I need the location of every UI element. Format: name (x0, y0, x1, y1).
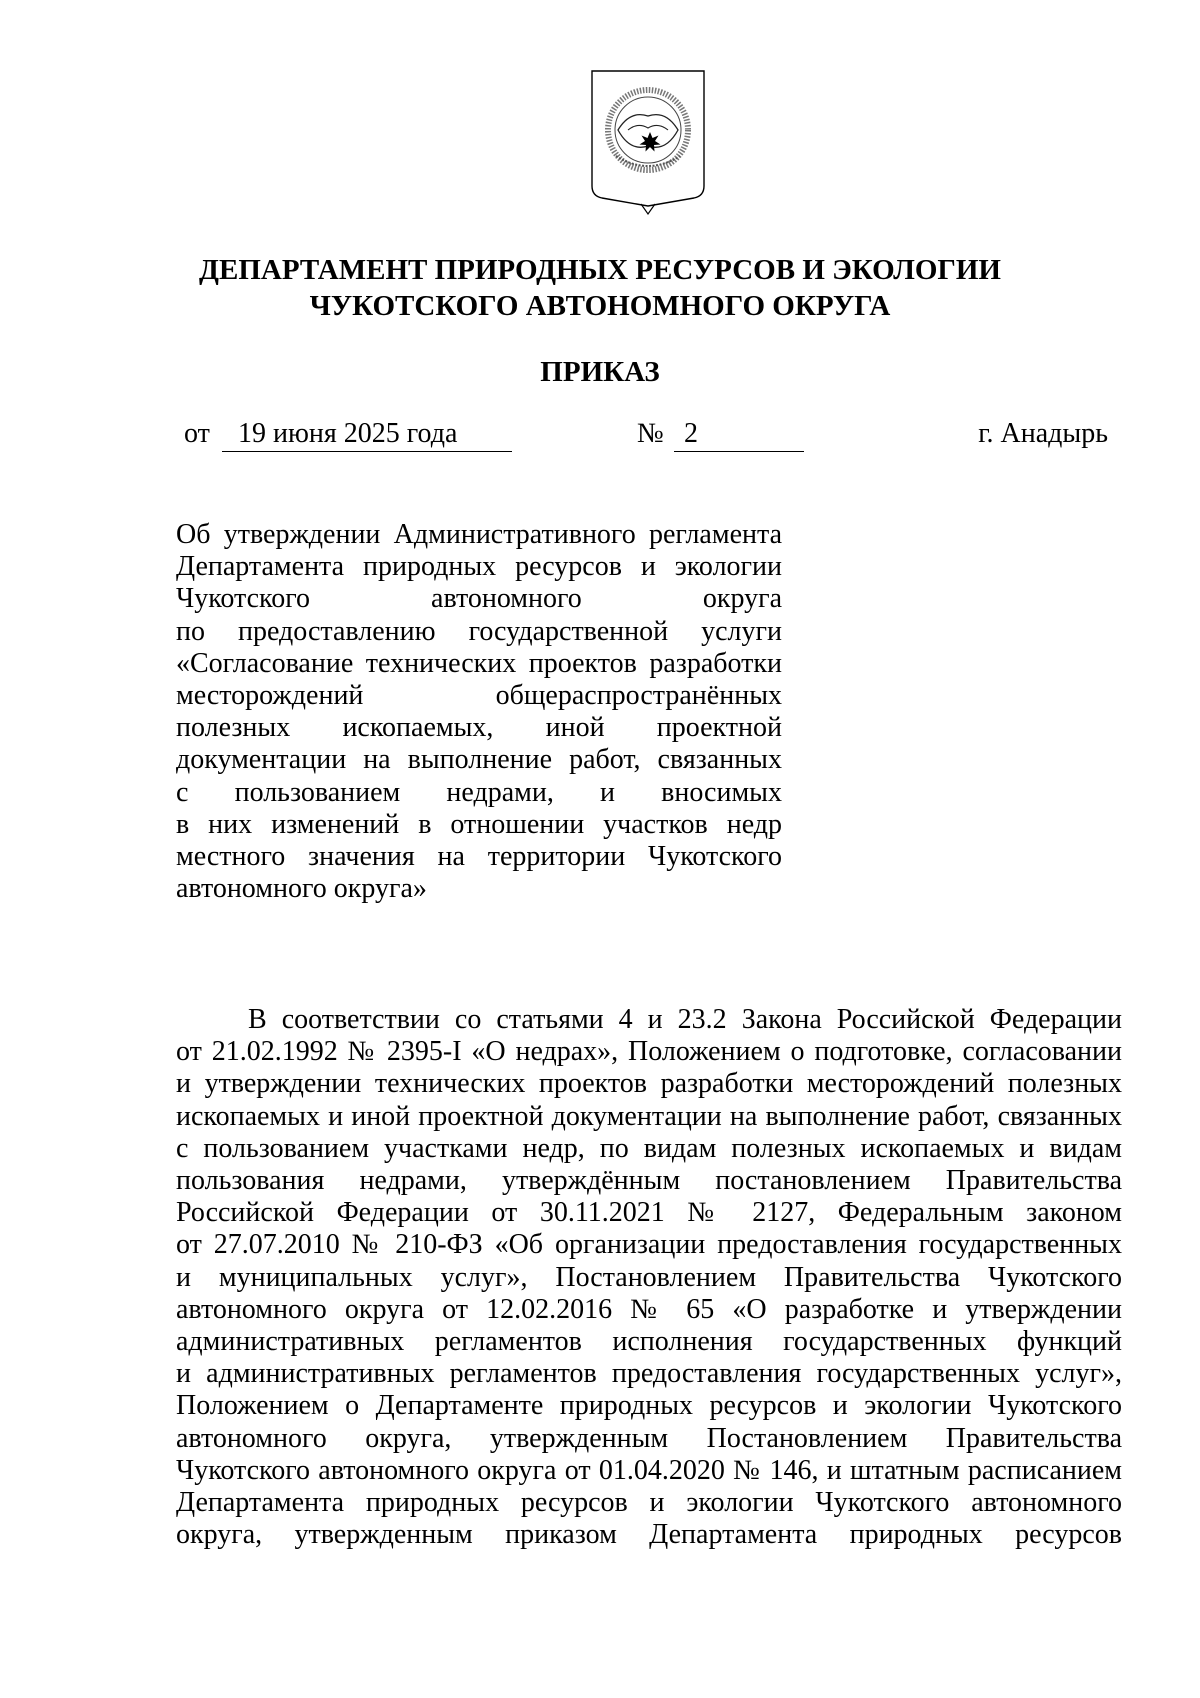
body-line: административных регламентов исполнения государственных функций (176, 1326, 1122, 1358)
subject-line: «Согласование технических проектов разработки (176, 647, 782, 679)
subject-line: автономного округа» (176, 873, 427, 905)
subject-line: Департамента природных ресурсов и экологии (176, 551, 782, 583)
body-line: и муниципальных услуг», Постановлением Правительства Чукотского (176, 1261, 1122, 1293)
number-prefix: № (637, 418, 664, 449)
organization-name (0, 252, 1200, 324)
organization-name-line1: ДЕПАРТАМЕНТ ПРИРОДНЫХ РЕСУРСОВ И ЭКОЛОГИИ (199, 254, 1001, 286)
organization-name-line2: ЧУКОТСКОГО АВТОНОМНОГО ОКРУГА (309, 290, 891, 322)
subject-line: полезных ископаемых, иной проектной (176, 712, 782, 744)
body-line: автономного округа, утвержденным Постановлением Правительства (176, 1422, 1122, 1454)
body-line: Российской Федерации от 30.11.2021 № 2127, Федеральным законом (176, 1197, 1122, 1229)
date-underline (222, 451, 512, 452)
body-line: ископаемых и иной проектной документации на выполнение работ, связанных (176, 1100, 1122, 1132)
document-type: ПРИКАЗ (540, 356, 660, 388)
order-number: 2 (684, 418, 698, 449)
subject-line: документации на выполнение работ, связанных (176, 744, 782, 776)
body-line: от 27.07.2010 № 210-ФЗ «Об организации предоставления государственных (176, 1229, 1122, 1261)
order-subject (176, 519, 782, 905)
subject-line: с пользованием недрами, и вносимых (176, 776, 782, 808)
body-line: с пользованием участками недр, по видам полезных ископаемых и видам (176, 1132, 1122, 1164)
body-line: Департамента природных ресурсов и экологии Чукотского автономного (176, 1487, 1122, 1519)
subject-line: местного значения на территории Чукотского (176, 841, 782, 873)
date-prefix: от (184, 418, 210, 449)
body-line: Положением о Департаменте природных ресурсов и экологии Чукотского (176, 1390, 1122, 1422)
coat-of-arms-icon (588, 68, 708, 218)
subject-line: по предоставлению государственной услуги (176, 615, 782, 647)
body-line: и утверждении технических проектов разработки месторождений полезных (176, 1068, 1122, 1100)
order-body (176, 1004, 1122, 1551)
body-line: от 21.02.1992 № 2395-I «О недрах», Положением о подготовке, согласовании (176, 1036, 1122, 1068)
subject-line: Чукотского автономного округа (176, 583, 782, 615)
subject-line: месторождений общераспространённых (176, 680, 782, 712)
number-underline (674, 451, 804, 452)
subject-line: в них изменений в отношении участков недр (176, 808, 782, 840)
body-line: округа, утвержденным приказом Департамента природных ресурсов (176, 1519, 1122, 1551)
body-line: пользования недрами, утверждённым постановлением Правительства (176, 1165, 1122, 1197)
subject-line: Об утверждении Административного регламента (176, 519, 782, 550)
body-line: В соответствии со статьями 4 и 23.2 Закона Российской Федерации (248, 1004, 1122, 1035)
body-line: и административных регламентов предоставления государственных услуг», (176, 1358, 1122, 1390)
order-date: 19 июня 2025 года (238, 418, 458, 449)
body-line: Чукотского автономного округа от 01.04.2020 № 146, и штатным расписанием (176, 1454, 1122, 1486)
body-line: автономного округа от 12.02.2016 № 65 «О разработке и утверждении (176, 1293, 1122, 1325)
city: г. Анадырь (978, 418, 1108, 449)
